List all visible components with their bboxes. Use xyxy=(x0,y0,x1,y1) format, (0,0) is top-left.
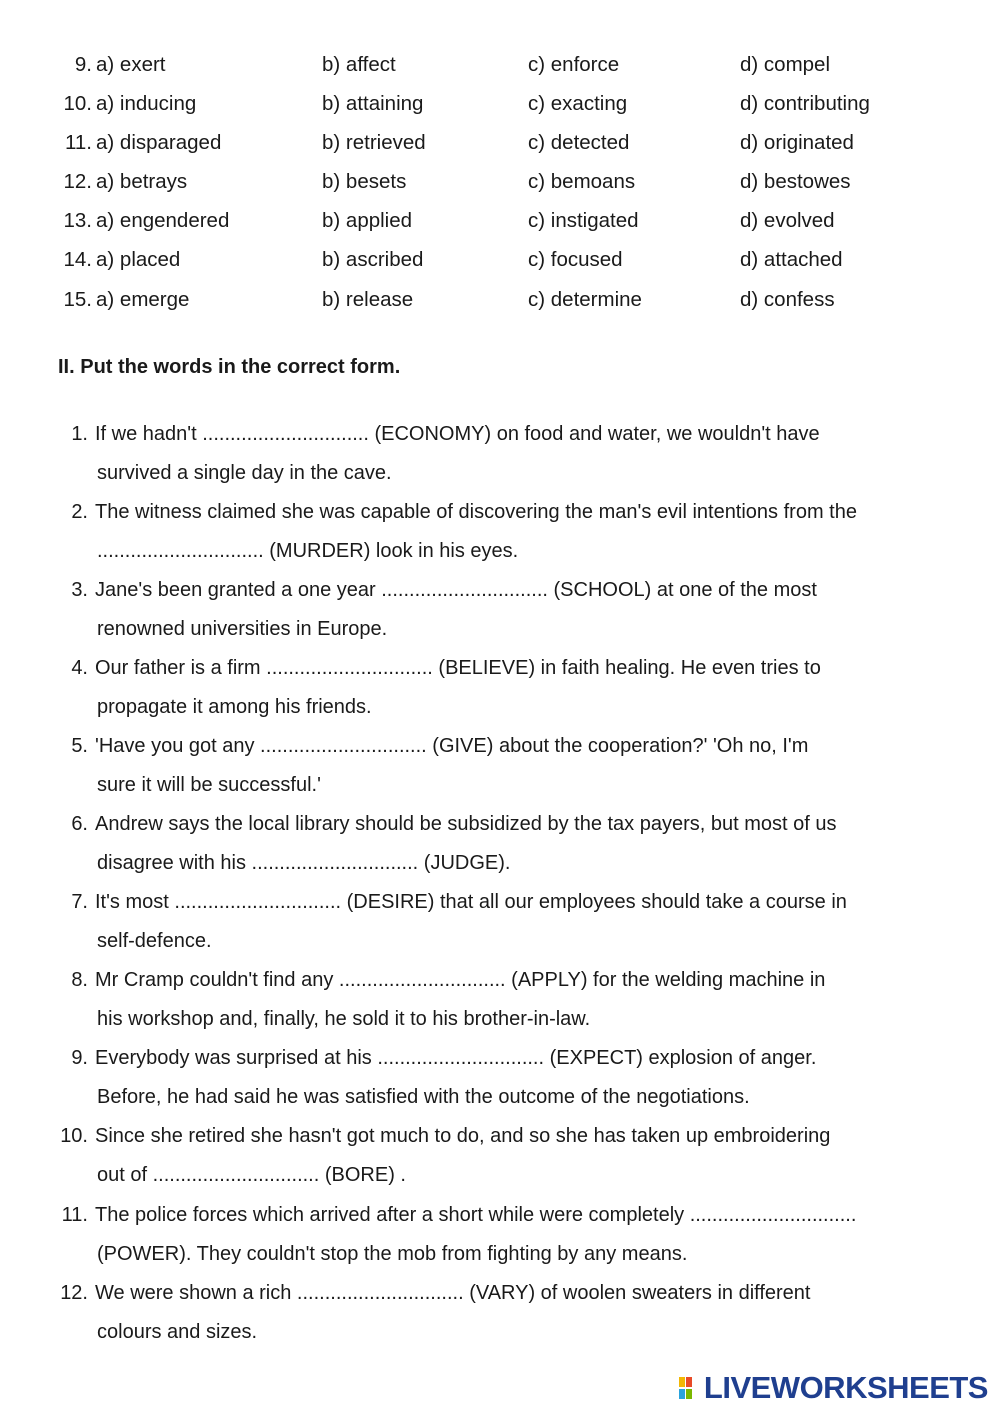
mc-option-d[interactable]: d) evolved xyxy=(740,209,835,232)
mc-option-a[interactable]: a) emerge xyxy=(96,288,190,311)
mc-option-c[interactable]: c) bemoans xyxy=(528,170,636,193)
mc-option-d[interactable]: d) attached xyxy=(740,248,843,271)
mc-number: 12. xyxy=(63,170,92,193)
item-number: 4. xyxy=(71,657,88,679)
item-line-1[interactable]: Jane's been granted a one year .............................. (SCHOOL) at one of the most xyxy=(95,579,817,601)
item-line-2: propagate it among his friends. xyxy=(97,696,372,718)
item-line-1[interactable]: We were shown a rich .............................. (VARY) of woolen sweaters in different xyxy=(95,1282,811,1304)
item-line-1[interactable]: The police forces which arrived after a short while were completely .............................. xyxy=(95,1204,857,1226)
mc-option-a[interactable]: a) placed xyxy=(96,248,181,271)
item-number: 7. xyxy=(71,891,88,913)
mc-option-b[interactable]: b) besets xyxy=(322,170,407,193)
item-line-1[interactable]: 'Have you got any .............................. (GIVE) about the cooperation?' 'Oh no, I'm xyxy=(95,735,809,757)
item-number: 2. xyxy=(71,501,88,523)
mc-option-b[interactable]: b) attaining xyxy=(322,92,424,115)
mc-row-12 xyxy=(0,170,1000,200)
mc-option-c[interactable]: c) focused xyxy=(528,248,623,271)
item-line-1: Since she retired she hasn't got much to do, and so she has taken up embroidering xyxy=(95,1125,831,1147)
mc-option-c[interactable]: c) instigated xyxy=(528,209,639,232)
item-number: 9. xyxy=(71,1047,88,1069)
item-number: 8. xyxy=(71,969,88,991)
mc-row-15 xyxy=(0,288,1000,318)
mc-row-14 xyxy=(0,248,1000,278)
mc-option-a[interactable]: a) betrays xyxy=(96,170,188,193)
section-title: II. Put the words in the correct form. xyxy=(58,356,401,378)
liveworksheets-logo-text: LIVEWORKSHEETS xyxy=(703,1370,988,1405)
item-number: 10. xyxy=(60,1125,88,1147)
item-number: 3. xyxy=(71,579,88,601)
item-number: 11. xyxy=(61,1204,88,1226)
item-line-2: self-defence. xyxy=(97,930,212,952)
mc-number: 15. xyxy=(63,288,92,311)
mc-option-a[interactable]: a) exert xyxy=(96,53,166,76)
liveworksheets-logo xyxy=(678,1370,988,1406)
item-line-2: (POWER). They couldn't stop the mob from fighting by any means. xyxy=(97,1243,688,1265)
mc-option-a[interactable]: a) disparaged xyxy=(96,131,222,154)
mc-option-c[interactable]: c) enforce xyxy=(528,53,620,76)
item-line-2[interactable]: disagree with his .............................. (JUDGE). xyxy=(97,852,511,874)
item-line-2[interactable]: .............................. (MURDER) look in his eyes. xyxy=(97,540,519,562)
mc-option-b[interactable]: b) retrieved xyxy=(322,131,426,154)
mc-option-d[interactable]: d) bestowes xyxy=(740,170,851,193)
item-line-2: renowned universities in Europe. xyxy=(97,618,388,640)
mc-option-c[interactable]: c) exacting xyxy=(528,92,628,115)
mc-option-b[interactable]: b) applied xyxy=(322,209,413,232)
mc-option-d[interactable]: d) confess xyxy=(740,288,835,311)
mc-option-b[interactable]: b) release xyxy=(322,288,414,311)
item-line-1[interactable]: If we hadn't .............................. (ECONOMY) on food and water, we wouldn't have xyxy=(95,423,820,445)
item-line-2: survived a single day in the cave. xyxy=(97,462,392,484)
item-line-2[interactable]: out of .............................. (BORE) . xyxy=(97,1164,406,1186)
mc-option-b[interactable]: b) affect xyxy=(322,53,396,76)
item-line-1[interactable]: It's most .............................. (DESIRE) that all our employees should take a course in xyxy=(95,891,847,913)
mc-number: 11. xyxy=(65,131,92,154)
item-number: 6. xyxy=(71,813,88,835)
item-line-2: Before, he had said he was satisfied with the outcome of the negotiations. xyxy=(97,1086,750,1108)
item-number: 1. xyxy=(71,423,88,445)
mc-row-13 xyxy=(0,209,1000,239)
item-line-2: his workshop and, finally, he sold it to his brother-in-law. xyxy=(97,1008,591,1030)
mc-option-a[interactable]: a) engendered xyxy=(96,209,230,232)
item-line-1[interactable]: Mr Cramp couldn't find any .............................. (APPLY) for the welding machine in xyxy=(95,969,826,991)
mc-row-10 xyxy=(0,92,1000,122)
mc-option-c[interactable]: c) detected xyxy=(528,131,630,154)
item-line-1: The witness claimed she was capable of discovering the man's evil intentions from the xyxy=(95,501,857,523)
mc-option-b[interactable]: b) ascribed xyxy=(322,248,424,271)
item-line-1[interactable]: Our father is a firm .............................. (BELIEVE) in faith healing. He even tries to xyxy=(95,657,821,679)
mc-option-d[interactable]: d) contributing xyxy=(740,92,870,115)
mc-option-d[interactable]: d) originated xyxy=(740,131,854,154)
item-number: 12. xyxy=(60,1282,88,1304)
mc-number: 13. xyxy=(63,209,92,232)
item-line-1[interactable]: Everybody was surprised at his .............................. (EXPECT) explosion of anger. xyxy=(95,1047,817,1069)
item-line-1: Andrew says the local library should be subsidized by the tax payers, but most of us xyxy=(95,813,837,835)
mc-option-c[interactable]: c) determine xyxy=(528,288,642,311)
item-line-2: sure it will be successful.' xyxy=(97,774,321,796)
mc-option-a[interactable]: a) inducing xyxy=(96,92,197,115)
mc-number: 14. xyxy=(63,248,92,271)
item-line-2: colours and sizes. xyxy=(97,1321,258,1343)
item-number: 5. xyxy=(71,735,88,757)
mc-row-11 xyxy=(0,131,1000,161)
mc-number: 10. xyxy=(63,92,92,115)
mc-option-d[interactable]: d) compel xyxy=(740,53,831,76)
liveworksheets-logo-icon xyxy=(678,1375,702,1401)
mc-row-9 xyxy=(0,53,1000,83)
mc-number: 9. xyxy=(74,53,92,76)
